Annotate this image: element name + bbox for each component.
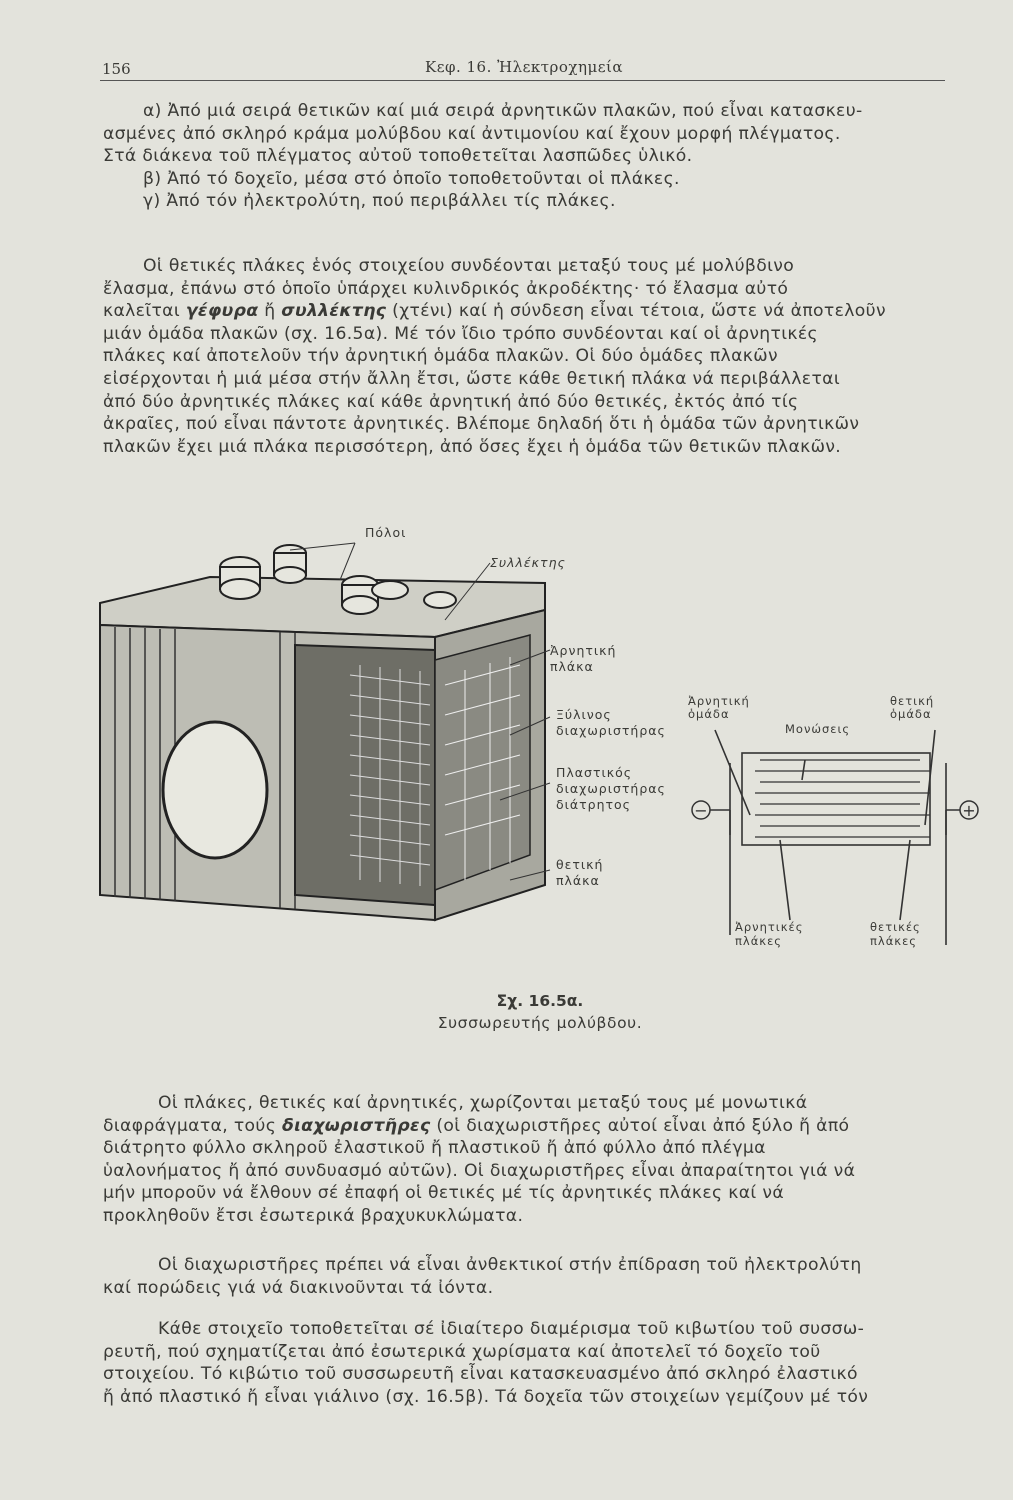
text-line: Οἱ διαχωριστῆρες πρέπει νά εἶναι ἀνθεκτικοί στήν ἐπίδραση τοῦ ἠλεκτρολύτη xyxy=(158,1255,862,1275)
label-positive-group: θετική ὁμάδα xyxy=(890,694,935,721)
figure-title: Συσσωρευτής μολύβδου. xyxy=(437,1014,643,1032)
text-line: μιάν ὁμάδα πλακῶν (σχ. 16.5α). Μέ τόν ἴδιο τρόπο συνδέονται καί οἱ ἀρνητικές xyxy=(103,323,818,344)
page-header xyxy=(100,58,945,81)
text-line: Οἱ πλάκες, θετικές καί ἀρνητικές, χωρίζονται μεταξύ τους μέ μονωτικά xyxy=(158,1093,808,1113)
plate-schematic xyxy=(710,730,963,945)
text-line: ρευτῆ, πού σχηματίζεται ἀπό ἐσωτερικά χωρίσματα καί ἀποτελεῖ τό δοχεῖο τοῦ xyxy=(103,1341,821,1362)
text-line: ασμένες ἀπό σκληρό κράμα μολύβδου καί ἀντιμονίου καί ἔχουν μορφή πλέγματος. xyxy=(103,123,841,144)
label-poles: Πόλοι xyxy=(365,525,407,540)
label-insulators: Μονώσεις xyxy=(785,722,851,736)
label-negative-plate: Ἀρνητική πλάκα xyxy=(550,643,617,674)
label-collector: Συλλέκτης xyxy=(490,555,566,570)
text-line: πλάκες καί ἀποτελοῦν τήν ἀρνητική ὁμάδα πλακῶν. Οἱ δύο ὁμάδες πλακῶν xyxy=(103,346,778,367)
battery-illustration xyxy=(90,525,990,995)
text-line: ἀκραῖες, πού εἶναι πάντοτε ἀρνητικές. Βλέπομε δηλαδή ὅτι ἡ ὁμάδα τῶν ἀρνητικῶν xyxy=(103,414,860,435)
text-line: πλακῶν ἔχει μιά πλάκα περισσότερη, ἀπό ὅσες ἔχει ἡ ὁμάδα τῶν θετικῶν πλακῶν. xyxy=(103,436,842,457)
text-line: καί πορώδεις γιά νά διακινοῦνται τά ἰόντα. xyxy=(103,1277,494,1298)
paragraph-separator-properties xyxy=(103,1254,959,1299)
battery-cutaway xyxy=(100,577,545,920)
figure-number: Σχ. 16.5α. xyxy=(496,992,584,1010)
text-line: μήν μποροῦν νά ἔλθουν σέ ἐπαφή οἱ θετικές μέ τίς ἀρνητικές πλάκες καί νά xyxy=(103,1183,785,1204)
label-positive-plate: θετική πλάκα xyxy=(556,857,604,888)
figure-lead-accumulator xyxy=(90,525,990,995)
text-line: Οἱ θετικές πλάκες ἑνός στοιχείου συνδέονται μεταξύ τους μέ μολύβδινο xyxy=(143,256,795,276)
text-line: α) Ἀπό μιά σειρά θετικῶν καί μιά σειρά ἀρνητικῶν πλακῶν, πού εἶναι κατασκευ- xyxy=(143,101,863,121)
label-positive-plates: θετικές πλάκες xyxy=(870,920,921,948)
label-negative-plates: Ἀρνητικές πλάκες xyxy=(735,920,804,948)
label-plastic-separator: Πλαστικός διαχωριστήρας διάτρητος xyxy=(556,765,666,812)
label-negative-group: Ἀρνητική ὁμάδα xyxy=(688,694,750,721)
term-collector: συλλέκτης xyxy=(281,301,387,322)
text-line: ἔλασμα, ἐπάνω στό ὁποῖο ὑπάρχει κυλινδρικός ἀκροδέκτης· τό ἔλασμα αὐτό xyxy=(103,278,789,299)
paragraph-separators xyxy=(103,1092,959,1228)
text-line: β) Ἀπό τό δοχεῖο, μέσα στό ὁποῖο τοποθετοῦνται οἱ πλάκες. xyxy=(143,168,680,189)
text-line: ὑαλονήματος ἤ ἀπό συνδυασμό αὐτῶν). Οἱ διαχωριστῆρες εἶναι ἀπαραίτητοι γιά νά xyxy=(103,1160,856,1181)
plus-terminal xyxy=(960,801,978,820)
paragraph-plate-groups xyxy=(103,255,959,458)
text-line: στοιχείου. Τό κιβώτιο τοῦ συσσωρευτῆ εἶναι κατασκευασμένο ἀπό σκληρό ἐλαστικό xyxy=(103,1364,858,1385)
page-number: 156 xyxy=(102,60,131,78)
text-line: καλεῖται γέφυρα ἤ συλλέκτης (χτένι) καί ἡ σύνδεση εἶναι τέτοια, ὥστε νά ἀποτελοῦν xyxy=(103,301,886,322)
plus-sign: + xyxy=(962,801,976,820)
text-line: διάτρητο φύλλο σκληροῦ ἐλαστικοῦ ἤ πλαστικοῦ ἤ ἀπό φύλλο ἀπό πλέγμα xyxy=(103,1138,766,1159)
term-bridge: γέφυρα xyxy=(185,301,259,322)
text-line: γ) Ἀπό τόν ἠλεκτρολύτη, πού περιβάλλει τίς πλάκες. xyxy=(143,191,616,212)
term-separators: διαχωριστῆρες xyxy=(281,1115,431,1136)
text-line: ἤ ἀπό πλαστικό ἤ εἶναι γιάλινο (σχ. 16.5β). Τά δοχεῖα τῶν στοιχείων γεμίζουν μέ τόν xyxy=(103,1386,869,1407)
minus-sign: − xyxy=(694,801,708,820)
text-line: εἰσέρχονται ἡ μιά μέσα στήν ἄλλη ἔτσι, ὥστε κάθε θετική πλάκα νά περιβάλλεται xyxy=(103,368,840,389)
label-wood-separator: Ξύλινος διαχωριστήρας xyxy=(556,707,666,738)
chapter-title: Κεφ. 16. Ἠλεκτροχημεία xyxy=(425,58,624,76)
paragraph-cell-container xyxy=(103,1318,959,1408)
text-line: ἀπό δύο ἀρνητικές πλάκες καί κάθε ἀρνητική ἀπό δύο θετικές, ἐκτός ἀπό τίς xyxy=(103,391,799,412)
figure-caption xyxy=(380,990,700,1034)
text-line: Στά διάκενα τοῦ πλέγματος αὐτοῦ τοποθετεῖται λασπῶδες ὑλικό. xyxy=(103,146,693,167)
paragraph-components xyxy=(103,100,959,213)
text-line: προκληθοῦν ἔτσι ἐσωτερικά βραχυκυκλώματα. xyxy=(103,1205,524,1226)
minus-terminal xyxy=(692,801,710,820)
text-line: Κάθε στοιχεῖο τοποθετεῖται σέ ἰδιαίτερο διαμέρισμα τοῦ κιβωτίου τοῦ συσσω- xyxy=(158,1319,865,1339)
text-line: διαφράγματα, τούς διαχωριστῆρες (οἱ διαχωριστῆρες αὐτοί εἶναι ἀπό ξύλο ἤ ἀπό xyxy=(103,1115,850,1136)
